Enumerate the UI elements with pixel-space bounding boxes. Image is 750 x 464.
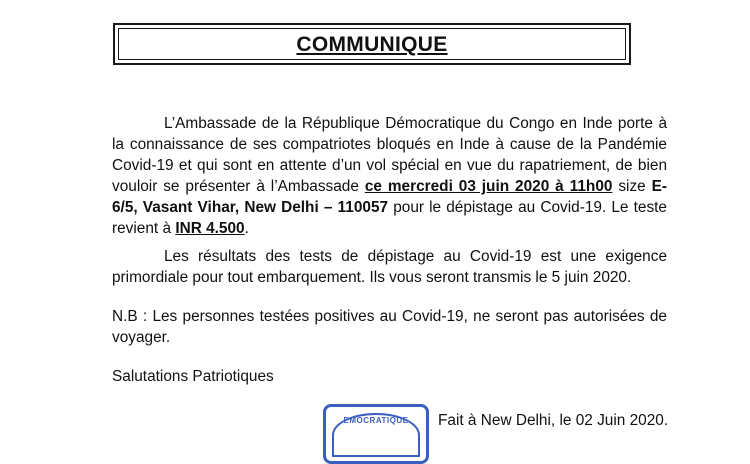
announcement-size-word: size — [612, 178, 652, 195]
paragraph-announcement — [112, 113, 667, 239]
appointment-date: ce mercredi 03 juin 2020 à 11h00 — [364, 178, 613, 195]
announcement-end: . — [244, 220, 249, 237]
announcement-cost-text: pour le dépistage au Covid-19. Le teste revient à — [112, 199, 667, 237]
title-box — [113, 23, 631, 65]
paragraph-note: N.B : Les personnes testées positives au Covid-19, ne seront pas autorisées de voyager. — [112, 308, 667, 346]
announcement-text: L’Ambassade de la République Démocratique du Congo en Inde porte à la connaissance de ses compatriotes bloqués en Inde à cause de la Pandémie Covid-19 et qui sont en attente d’un vol spécial en vue du rapatriement, de bien vouloir se présenter à l’Ambassade — [112, 115, 667, 195]
stamp-text: EMOCRATIQUE — [343, 416, 409, 425]
paragraph-results: Les résultats des tests de dépistage au Covid-19 est une exigence primordiale pour tout embarquement. Ils vous seront transmis le 5 juin 2020. — [112, 248, 667, 286]
embassy-stamp — [323, 404, 429, 464]
page-title: COMMUNIQUE — [296, 33, 448, 56]
test-cost: INR 4.500 — [175, 220, 245, 237]
paragraph-salutations: Salutations Patriotiques — [112, 368, 274, 385]
signature-line: Fait à New Delhi, le 02 Juin 2020. — [438, 412, 669, 429]
embassy-address: E-6/5, Vasant Vihar, New Delhi – 110057 — [112, 178, 668, 216]
